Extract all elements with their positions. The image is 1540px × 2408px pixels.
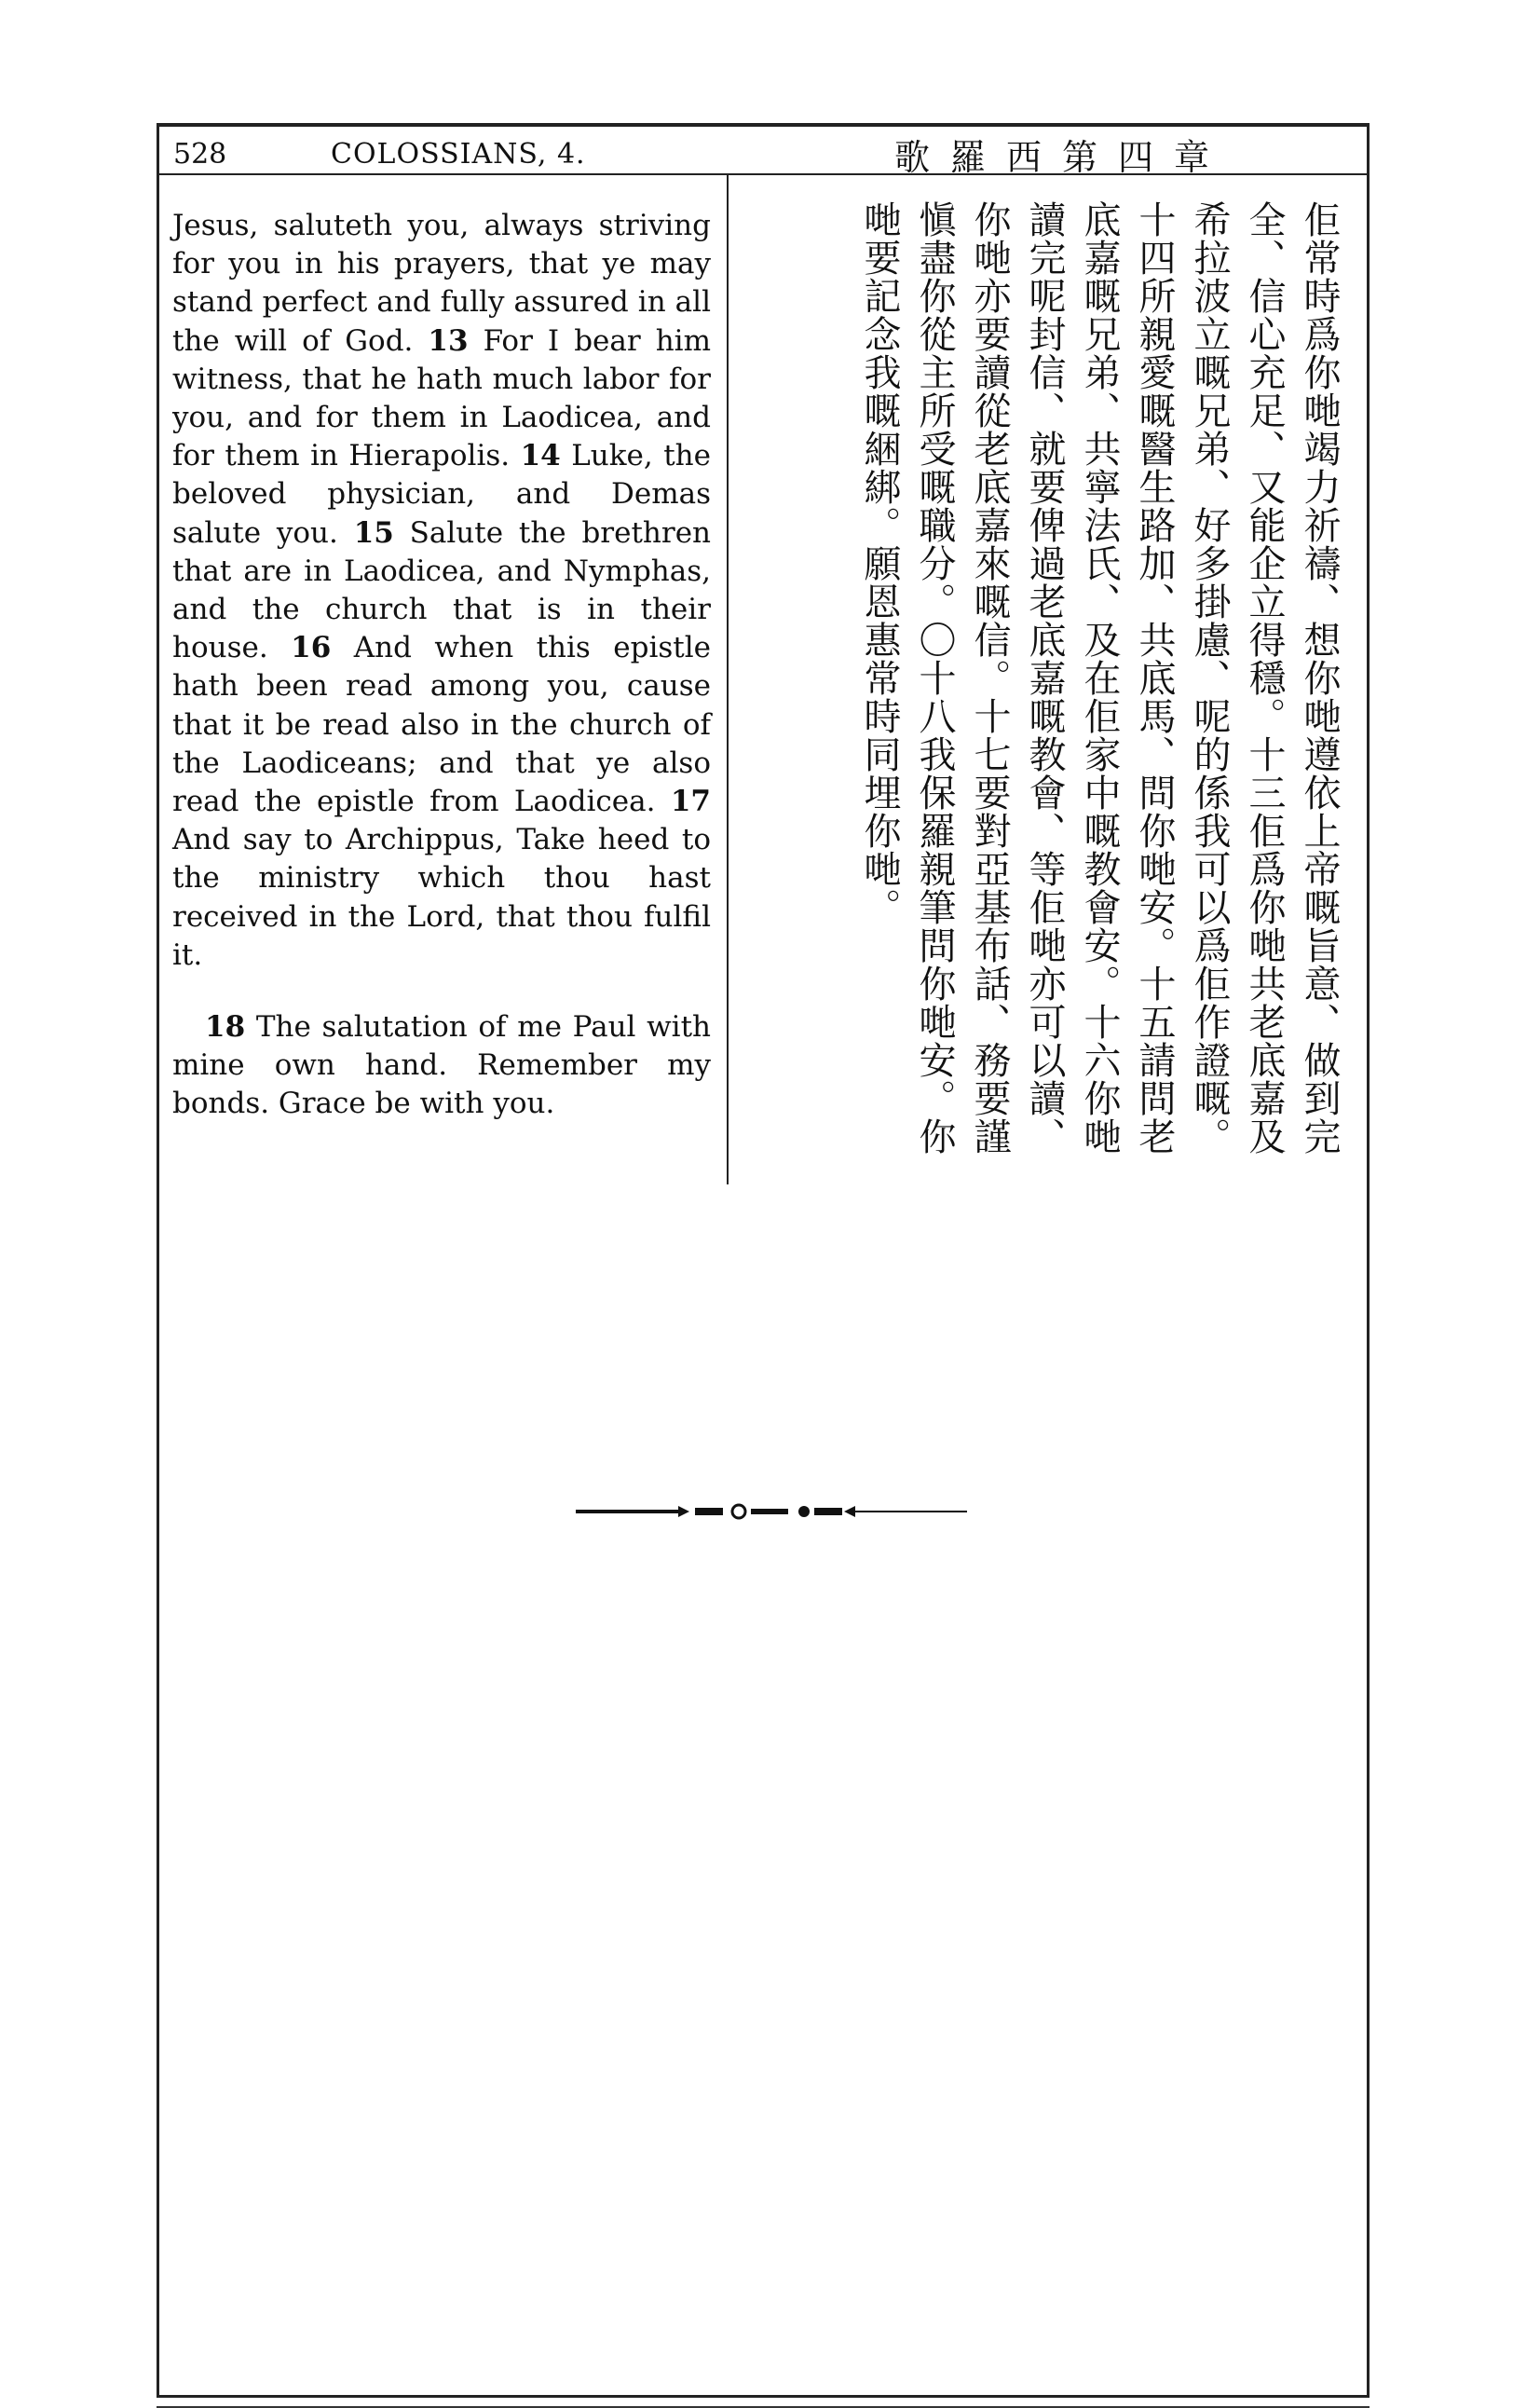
running-head: COLOSSIANS, 4.: [331, 138, 586, 171]
chinese-text: 佢常時爲你哋竭力祈禱、想你哋遵依上帝嘅旨意、做到完全、信心充足、又能企立得穩。十三佢爲你哋共老底嘉及希拉波立嘅兄弟、好多掛慮、呢的係我可以爲佢作證嘅。十四所親愛嘅醫生路加、共底馬、問你哋安。十五請問老底嘉嘅兄弟、共寧法氏、及在佢家中嘅教會安。十六你哋讀完呢封信、就要俾過老底嘉嘅教會、等佢哋亦可以讀、你哋亦要讀從老底嘉來嘅信。十七要對亞基布話、務要謹愼盡你從主所受嘅職分。〇十八我保羅親筆問你哋安。你哋要記念我嘅綑綁。願恩惠常時同埋你哋。: [858, 200, 1341, 1156]
english-column: [172, 207, 711, 1124]
chinese-column: [745, 200, 1346, 1179]
column-divider: [727, 173, 729, 1184]
verse-text: And when this epistle hath been read among you, cause that it be read also in the church of the Laodiceans; and that ye also read the epistle from Laodicea.: [172, 631, 711, 819]
chinese-running-head: 歌羅西第四章: [894, 137, 1231, 178]
verse-number: 18: [205, 1010, 246, 1045]
english-paragraph: [172, 207, 711, 975]
verse-text: Salute the brethren that are in Laodicea, and Nymphas, and the church that is in their house.: [172, 515, 712, 665]
verse-number: 14: [520, 439, 561, 473]
verse-number: 17: [670, 785, 711, 819]
verse-text: And say to Archippus, Take heed to the ministry which thou hast received in the Lord, that thou fulfil it.: [172, 823, 711, 972]
verse-number: 15: [353, 515, 394, 550]
ornament-divider: [576, 1502, 967, 1521]
verse-text: Jesus, saluteth you, always striving for you in his prayers, that ye may stand perfect and fully assured in all the will of God.: [172, 209, 711, 358]
verse-number: 13: [428, 323, 469, 358]
verse-number: 16: [291, 631, 332, 665]
verse-text: For I bear him witness, that he hath much labor for you, and for them in Laodicea, and for them in Hierapolis.: [172, 323, 711, 473]
page-number: 528: [173, 138, 227, 171]
verse-text: The salutation of me Paul with mine own hand. Remember my bonds. Grace be with you.: [172, 1010, 711, 1121]
english-paragraph: [172, 1008, 711, 1124]
verse-text: Luke, the beloved physician, and Demas salute you.: [172, 439, 711, 550]
